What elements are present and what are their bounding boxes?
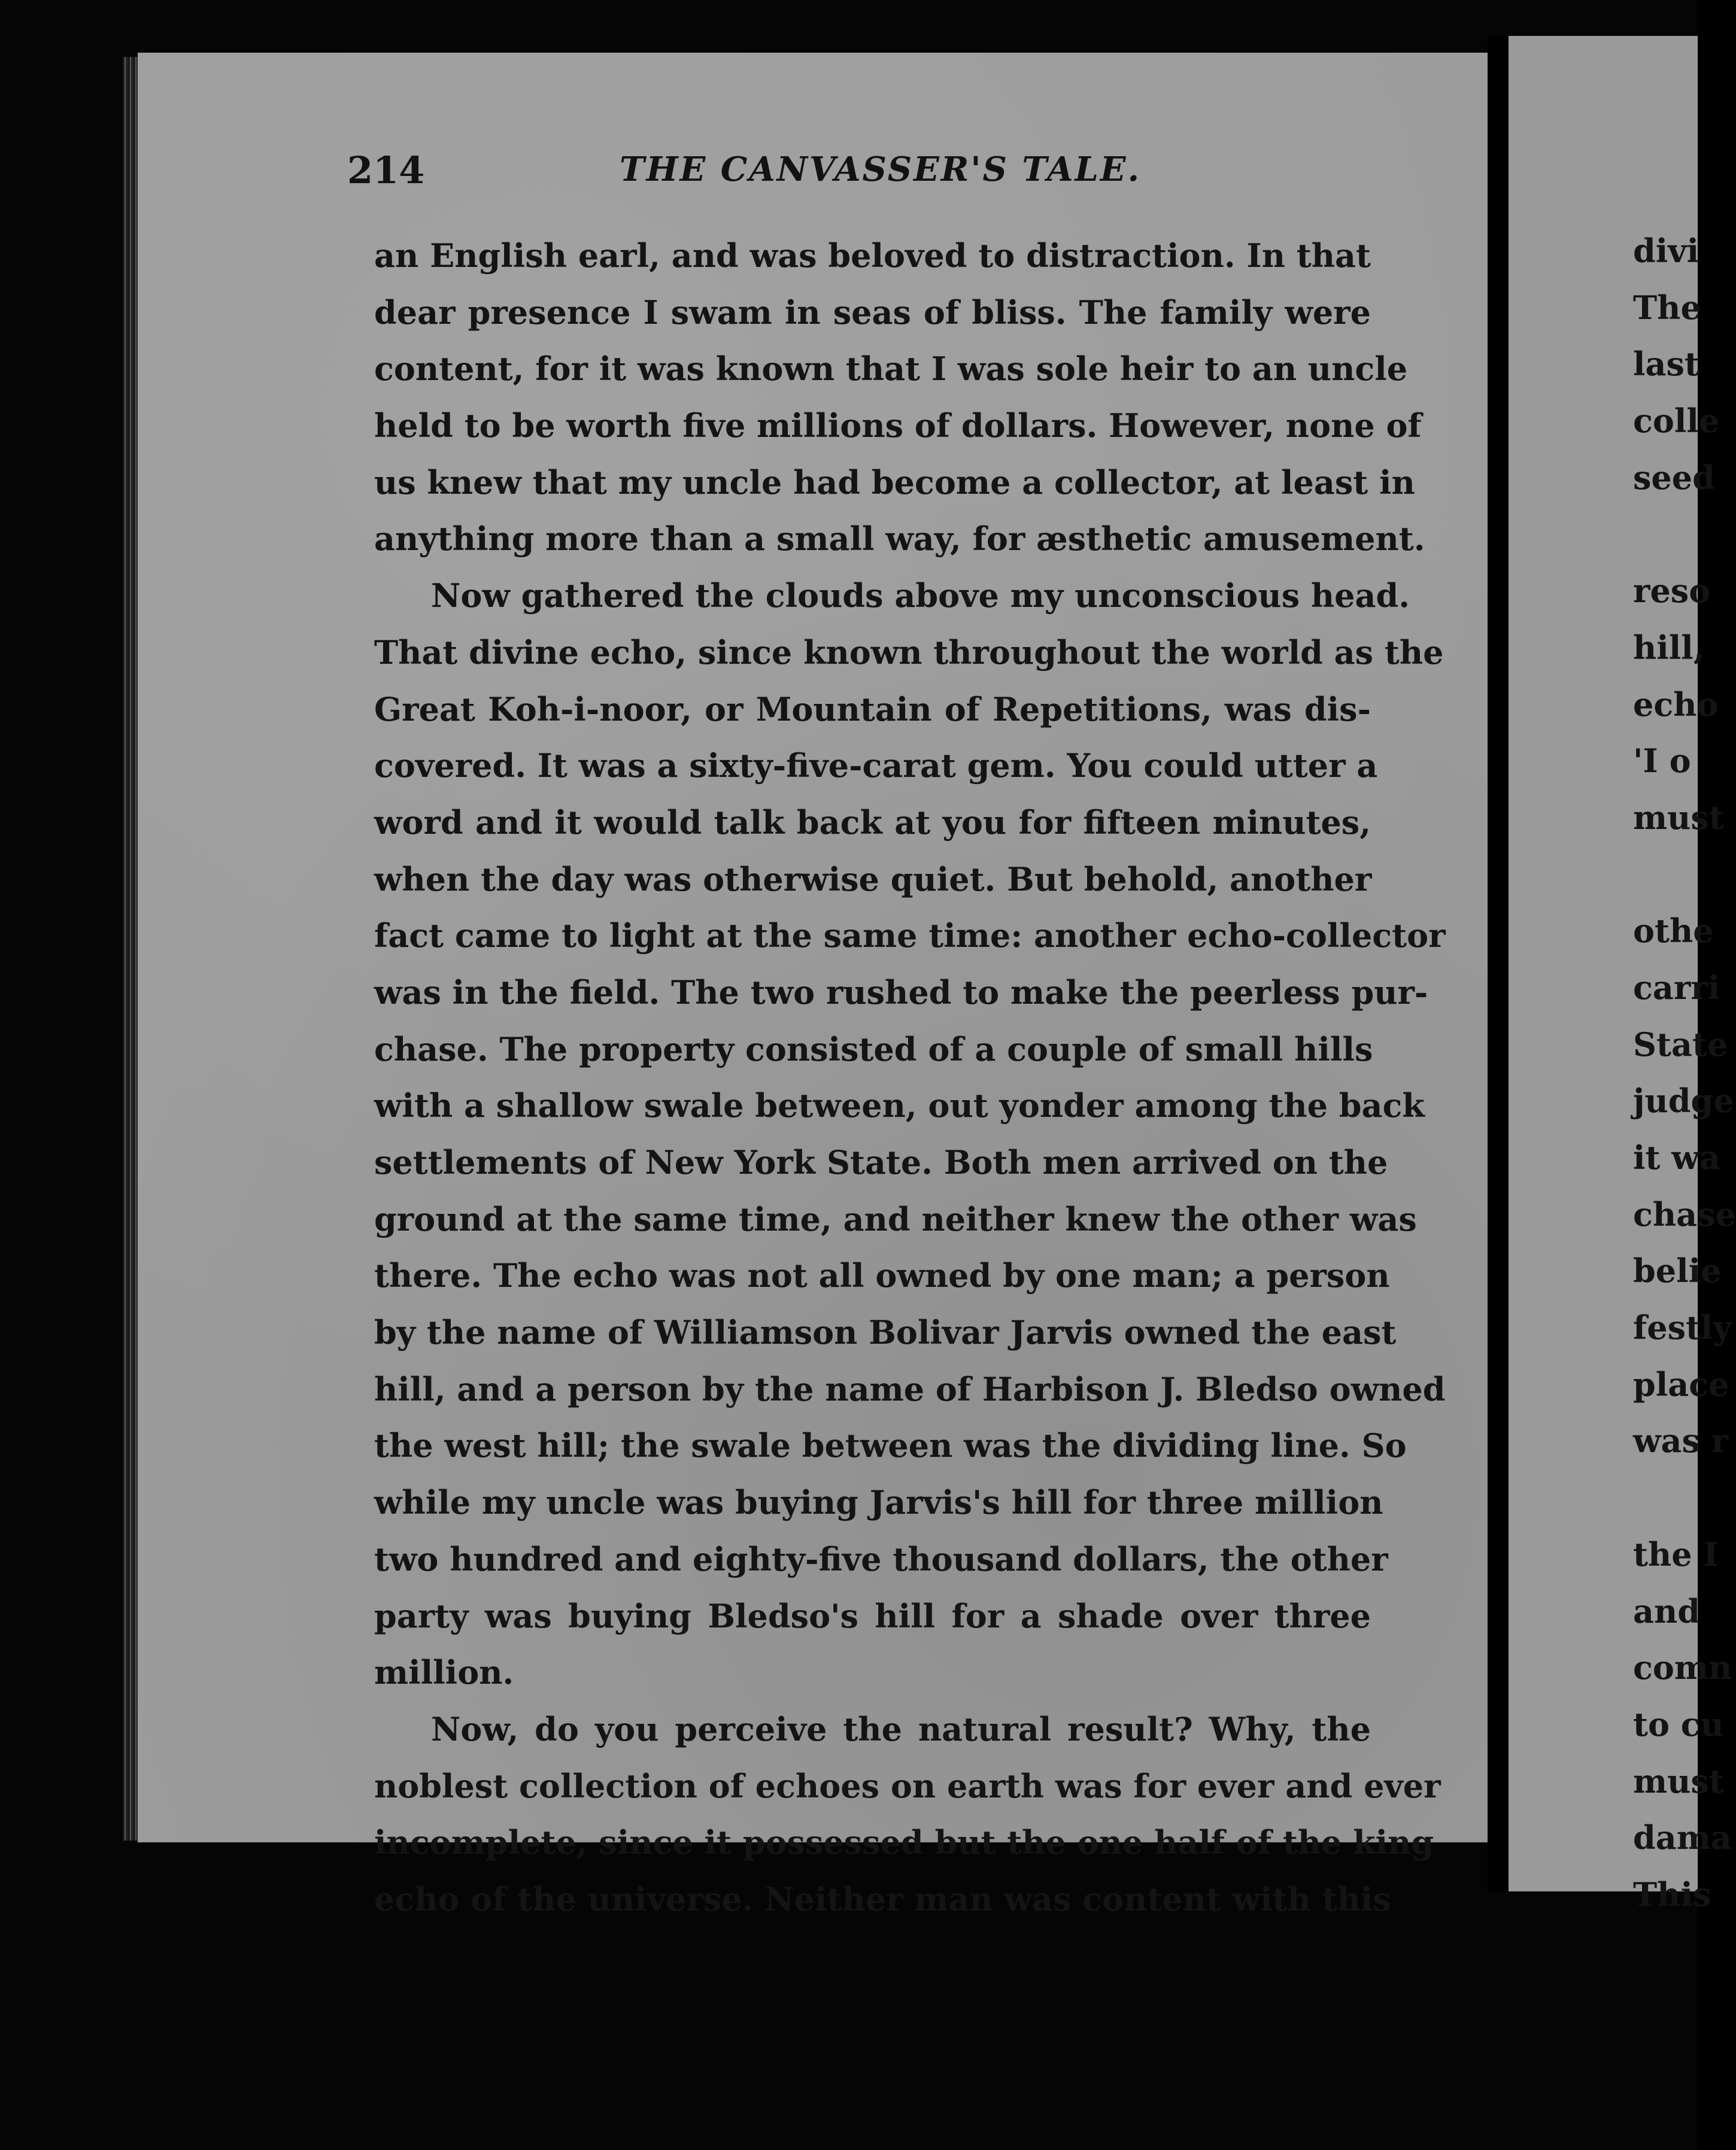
text-line: That divine echo, since known throughout the world as the: [374, 633, 1444, 672]
facing-page-line: chase: [1633, 1195, 1736, 1234]
facing-page-line: The: [1633, 288, 1701, 327]
book-gutter: [1488, 36, 1509, 1891]
text-line: hill, and a person by the name of Harbison J. Bledso owned: [374, 1369, 1446, 1408]
text-line: party was buying Bledso's hill for a shade over three: [374, 1596, 1371, 1635]
text-line: fact came to light at the same time: another echo-collector: [374, 916, 1446, 955]
facing-page-line: This: [1633, 1875, 1711, 1914]
text-line: there. The echo was not all owned by one man; a person: [374, 1256, 1390, 1295]
facing-page-line: othe: [1633, 912, 1714, 951]
facing-page-line: judge: [1633, 1082, 1734, 1120]
text-line: word and it would talk back at you for fifteen minutes,: [374, 803, 1371, 842]
facing-page-line: reso: [1633, 572, 1711, 611]
facing-page-line: to cu: [1633, 1705, 1724, 1744]
facing-page-line: carri: [1633, 968, 1720, 1007]
facing-page-line: hill,: [1633, 628, 1705, 667]
text-line: echo of the universe. Neither man was content with this: [374, 1879, 1391, 1918]
text-line: the west hill; the swale between was the dividing line. So: [374, 1426, 1407, 1465]
facing-page-line: and: [1633, 1592, 1701, 1630]
text-line: content, for it was known that I was sole heir to an uncle: [374, 350, 1408, 388]
text-line: with a shallow swale between, out yonder among the back: [374, 1086, 1425, 1125]
facing-page-text: [1633, 223, 1736, 1923]
facing-page-line: divi: [1633, 232, 1699, 270]
text-line: settlements of New York State. Both men arrived on the: [374, 1143, 1388, 1182]
text-line: ground at the same time, and neither knew the other was: [374, 1199, 1417, 1238]
text-line: dear presence I swam in seas of bliss. The family were: [374, 293, 1371, 332]
facing-page-line: last: [1633, 345, 1699, 384]
text-line: by the name of Williamson Bolivar Jarvis owned the east: [374, 1313, 1397, 1352]
facing-page-line: echo: [1633, 685, 1719, 724]
text-line: million.: [374, 1653, 514, 1692]
text-line: while my uncle was buying Jarvis's hill for three million: [374, 1483, 1383, 1522]
facing-page-line: must: [1633, 798, 1724, 837]
facing-page-line: was r: [1633, 1422, 1729, 1460]
text-line: when the day was otherwise quiet. But behold, another: [374, 860, 1372, 898]
text-line: an English earl, and was beloved to distraction. In that: [374, 236, 1371, 275]
facing-page-line: [1633, 846, 1699, 903]
facing-page-line: dama: [1633, 1818, 1732, 1857]
text-line: noblest collection of echoes on earth was for ever and ever: [374, 1766, 1441, 1805]
text-line: Now, do you perceive the natural result? Why, the: [431, 1709, 1371, 1748]
text-line: Great Koh-i-noor, or Mountain of Repetitions, was dis-: [374, 690, 1371, 728]
text-line: us knew that my uncle had become a collector, at least in: [374, 463, 1415, 502]
facing-page-line: seed: [1633, 458, 1715, 497]
facing-page-line: it wa: [1633, 1138, 1720, 1177]
page-number: 214: [347, 148, 425, 192]
facing-page-line: [1633, 1469, 1699, 1526]
facing-page-line: place: [1633, 1365, 1729, 1404]
facing-page-line: the I: [1633, 1535, 1719, 1574]
text-line: incomplete, since it possessed but the one half of the king: [374, 1823, 1434, 1862]
page-body-text: [374, 227, 1446, 1928]
text-line: covered. It was a sixty-five-carat gem. You could utter a: [374, 746, 1378, 785]
text-line: anything more than a small way, for æsthetic amusement.: [374, 520, 1425, 558]
text-line: was in the field. The two rushed to make the peerless pur-: [374, 973, 1428, 1012]
facing-page-line: State: [1633, 1025, 1728, 1064]
text-line: chase. The property consisted of a couple of small hills: [374, 1030, 1373, 1068]
facing-page-line: festly: [1633, 1308, 1732, 1347]
facing-page-line: 'I o: [1633, 742, 1691, 781]
facing-page-line: colle: [1633, 402, 1720, 441]
facing-page-line: [1633, 506, 1699, 563]
text-line: two hundred and eighty-five thousand dollars, the other: [374, 1539, 1388, 1578]
running-head-title: THE CANVASSER'S TALE.: [620, 150, 1142, 189]
text-line: Now gathered the clouds above my unconscious head.: [431, 576, 1410, 615]
text-line: held to be worth five millions of dollars. However, none of: [374, 406, 1422, 445]
facing-page-line: comn: [1633, 1648, 1732, 1687]
facing-page-line: belie: [1633, 1252, 1722, 1290]
facing-page-line: must: [1633, 1762, 1724, 1800]
